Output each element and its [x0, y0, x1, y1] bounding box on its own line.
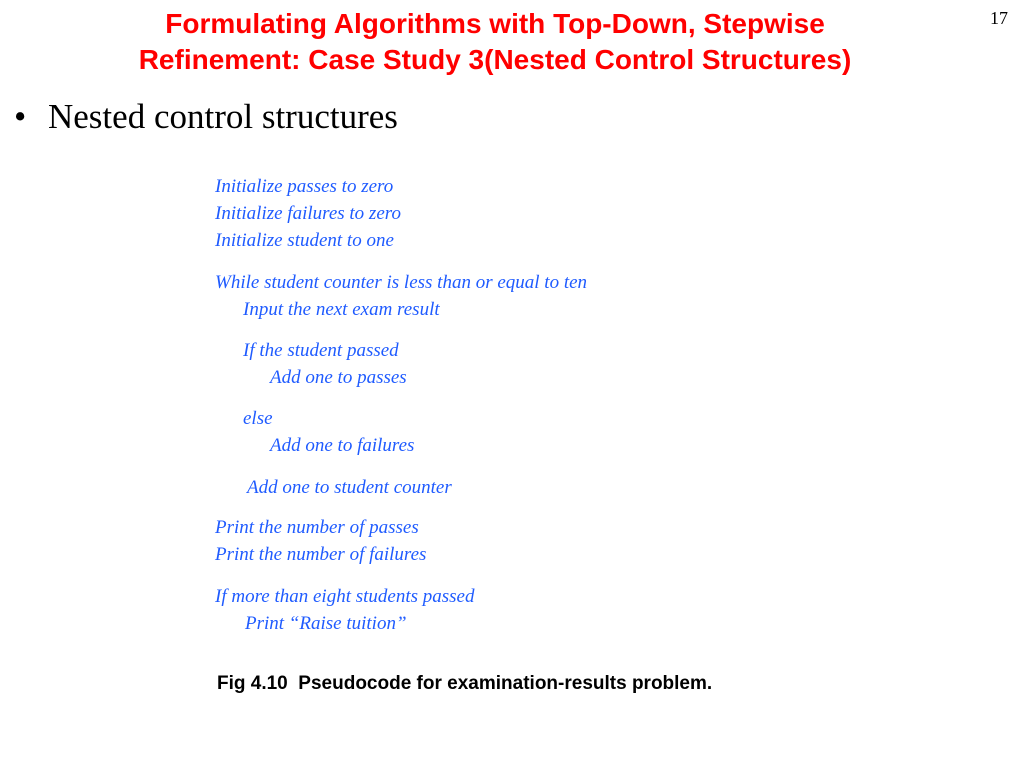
slide-title-line-2: Refinement: Case Study 3(Nested Control Structures) [138, 44, 852, 75]
bullet-text: Nested control structures [48, 97, 398, 136]
pseudocode-line: Input the next exam result [243, 299, 440, 320]
slide-title [30, 6, 960, 78]
pseudocode-line: Add one to student counter [247, 477, 452, 498]
slide-number: 17 [990, 8, 1008, 28]
pseudocode-line: else [243, 408, 273, 429]
pseudocode-line: While student counter is less than or equal to ten [215, 272, 588, 293]
bullet-glyph: • [14, 97, 27, 136]
pseudocode-line: Print the number of failures [215, 544, 427, 565]
bullet-item [14, 96, 398, 138]
pseudocode-line: Add one to failures [270, 435, 415, 456]
pseudocode-line: Add one to passes [270, 367, 407, 388]
slide-title-line-1: Formulating Algorithms with Top-Down, Stepwise [165, 8, 825, 39]
pseudocode-line: Initialize failures to zero [215, 203, 401, 224]
pseudocode-line: Initialize passes to zero [215, 176, 394, 197]
pseudocode-line: If more than eight students passed [215, 586, 475, 607]
pseudocode-line: Initialize student to one [215, 230, 394, 251]
pseudocode-line: Print the number of passes [215, 517, 419, 538]
pseudocode-line: If the student passed [243, 340, 399, 361]
pseudocode-line: Print “Raise tuition” [245, 613, 407, 634]
figure-caption: Fig 4.10 Pseudocode for examination-results problem. [217, 673, 713, 694]
